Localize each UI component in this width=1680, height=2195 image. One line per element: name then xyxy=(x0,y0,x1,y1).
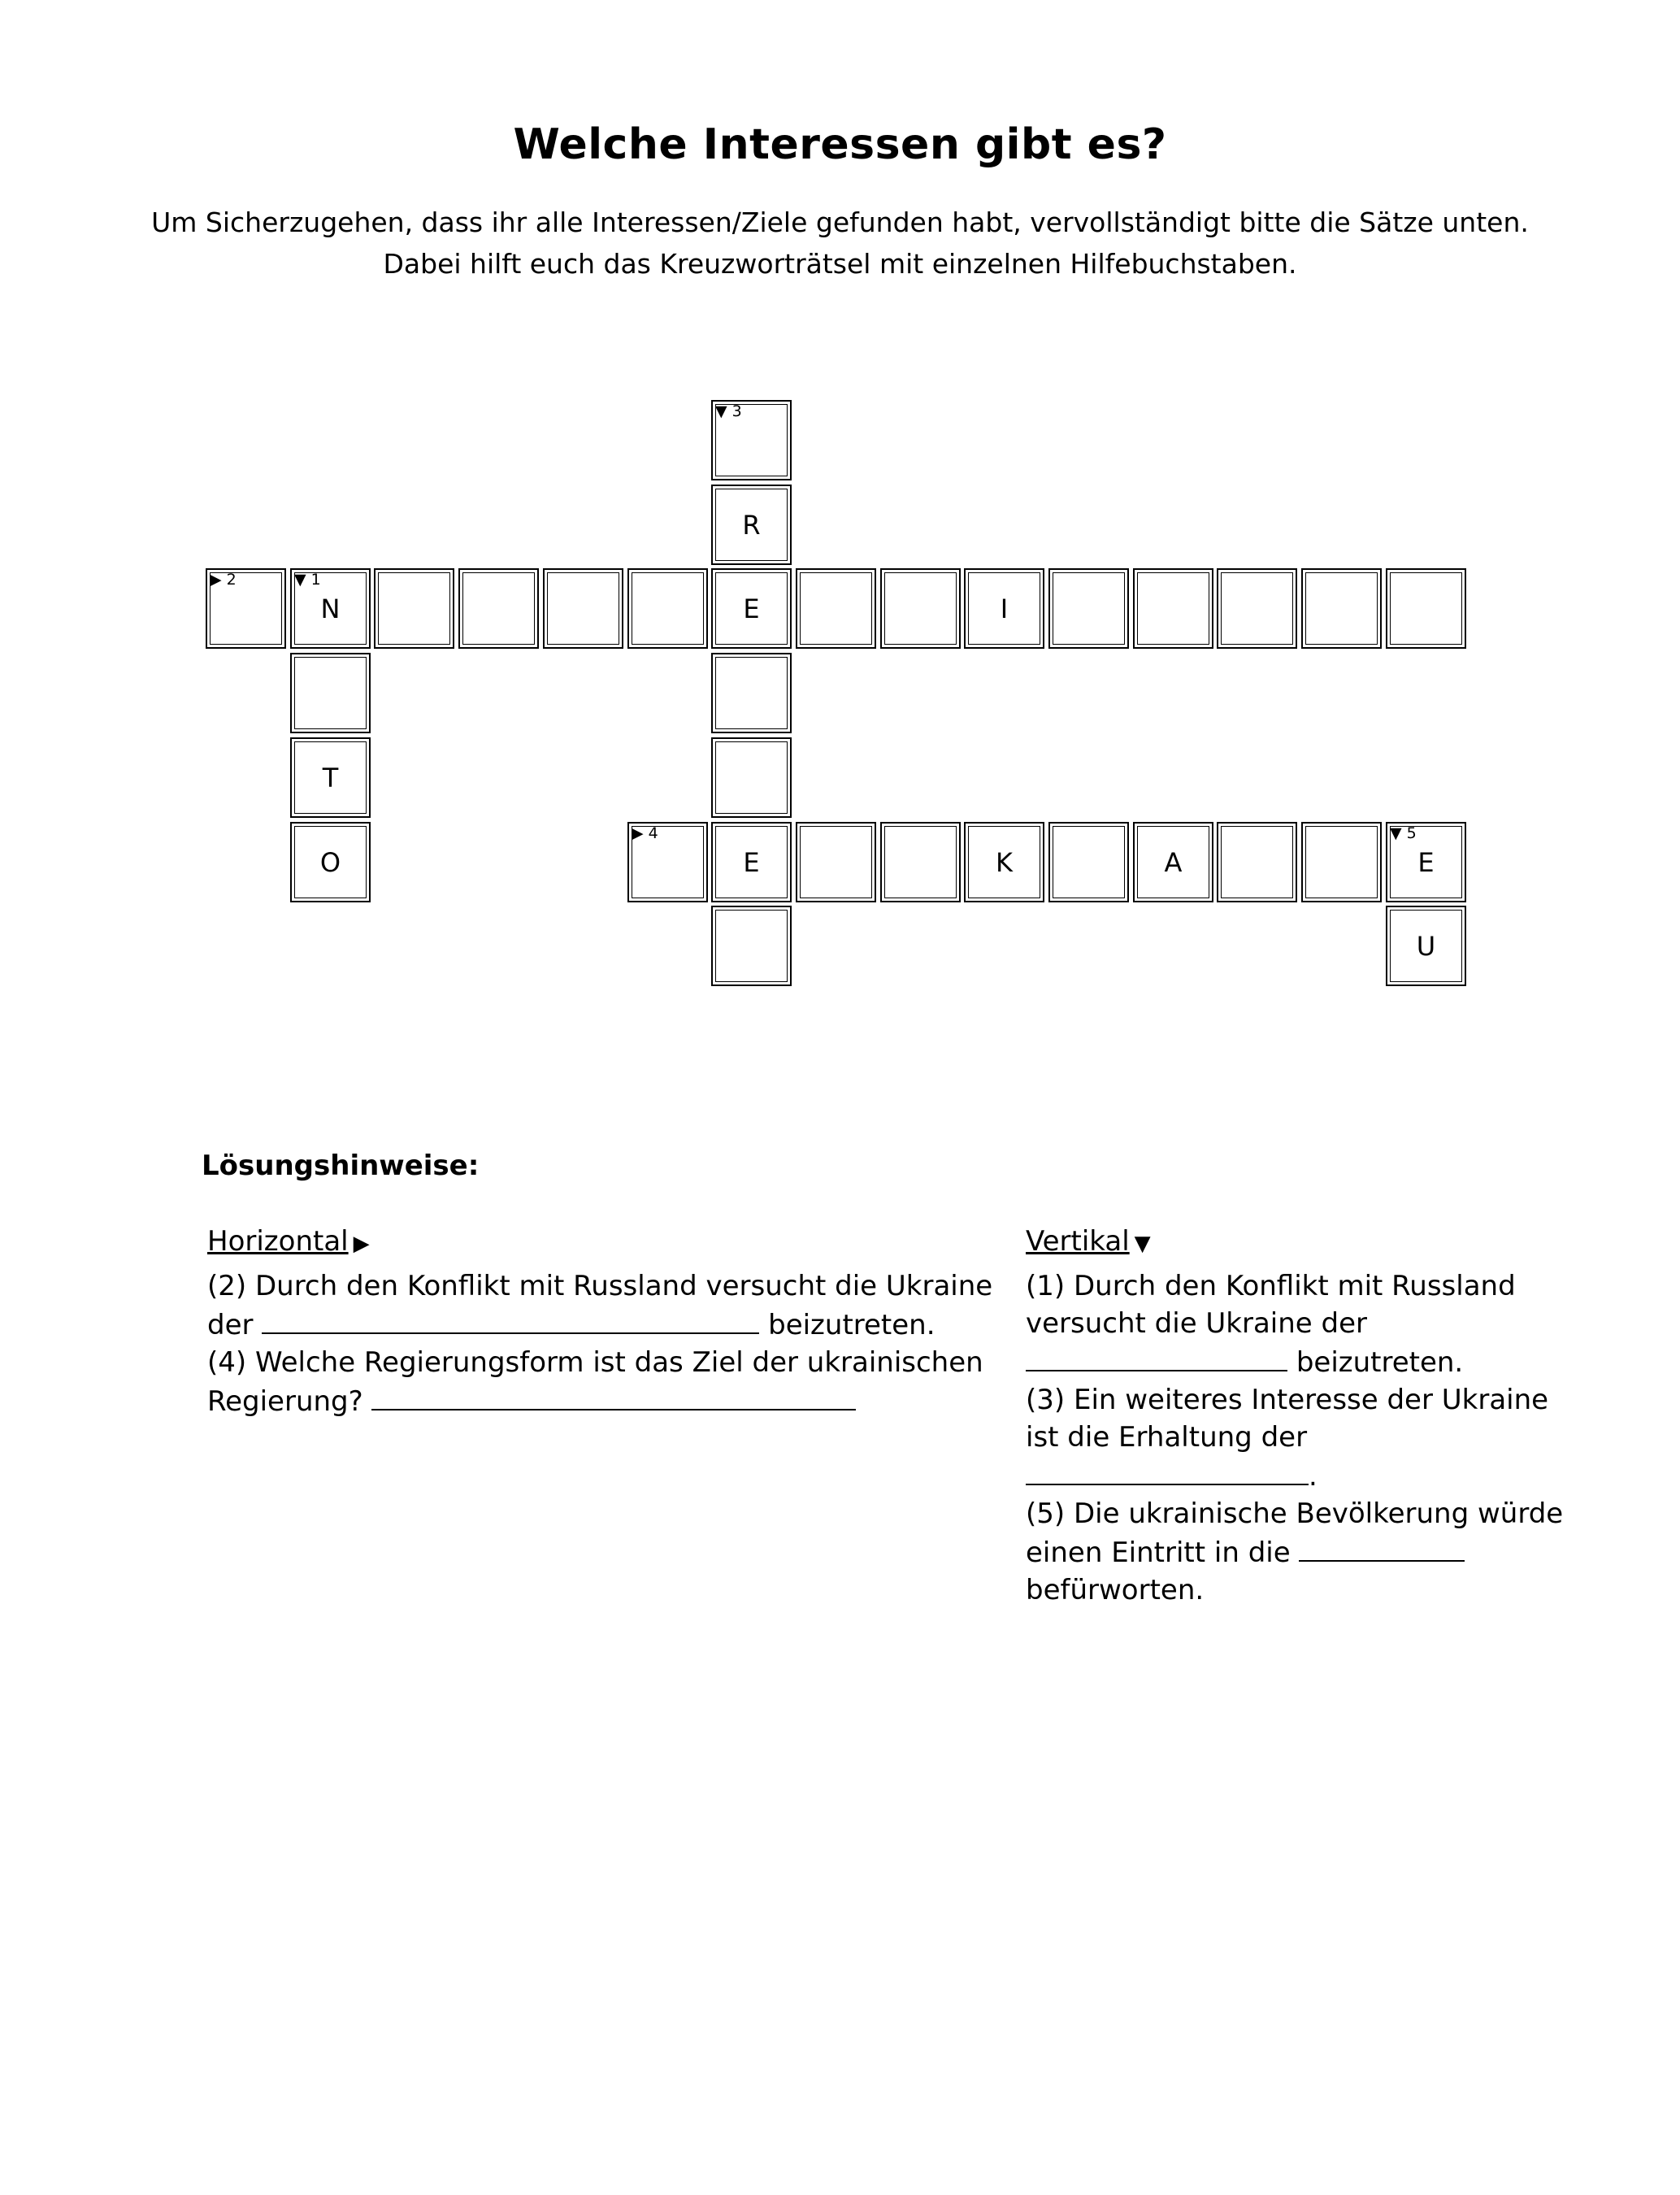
crossword-cell[interactable] xyxy=(1217,822,1297,902)
crossword-cell[interactable] xyxy=(711,822,792,902)
horizontal-heading-label: Horizontal xyxy=(207,1225,349,1258)
cell-letter: E xyxy=(1417,846,1435,878)
intro-line-1: Um Sicherzugehen, dass ihr alle Interessen/Ziele gefunden habt, vervollständigt bitte die Sätze unten. xyxy=(151,206,1529,238)
clue-2-line-2 xyxy=(207,1305,1020,1344)
page-title: Welche Interessen gibt es? xyxy=(513,120,1167,169)
crossword-cell[interactable] xyxy=(290,822,371,902)
cell-letter xyxy=(460,570,537,647)
cell-letter: I xyxy=(1000,593,1009,624)
cell-letter xyxy=(629,824,706,901)
clue-number-marker: ▼ 3 xyxy=(715,402,742,420)
cell-letter xyxy=(376,570,453,647)
crossword-cell[interactable] xyxy=(1301,822,1382,902)
crossword-cell[interactable] xyxy=(290,653,371,733)
vertical-heading xyxy=(1026,1223,1643,1263)
clue-1-line-2: versucht die Ukraine der xyxy=(1026,1307,1368,1340)
cell-letter xyxy=(207,570,284,647)
cell-letter xyxy=(1303,570,1380,647)
clue-number-marker: ▼ 5 xyxy=(1390,824,1417,842)
cell-letter xyxy=(292,654,369,732)
cell-letter xyxy=(1387,570,1465,647)
cell-letter: A xyxy=(1164,846,1183,878)
clue-4-line-2 xyxy=(207,1381,1020,1420)
cell-letter xyxy=(1303,824,1380,901)
clue-5-line-1: (5) Die ukrainische Bevölkerung würde xyxy=(1026,1497,1564,1530)
answer-blank-1[interactable] xyxy=(1026,1342,1287,1371)
cell-letter xyxy=(1218,824,1296,901)
vertical-heading-label: Vertikal xyxy=(1026,1225,1130,1258)
crossword-cell[interactable] xyxy=(1133,568,1213,649)
crossword-cell[interactable] xyxy=(880,822,961,902)
cell-letter: T xyxy=(322,762,339,793)
intro-line-2: Dabei hilft euch das Kreuzworträtsel mit einzelnen Hilfebuchstaben. xyxy=(383,248,1297,280)
crossword-cell[interactable] xyxy=(290,737,371,818)
crossword-cell[interactable] xyxy=(1301,568,1382,649)
cell-letter xyxy=(882,824,959,901)
crossword-cell[interactable] xyxy=(374,568,454,649)
clue-1-line-1: (1) Durch den Konflikt mit Russland xyxy=(1026,1270,1516,1302)
crossword-cell[interactable] xyxy=(796,822,876,902)
horizontal-heading xyxy=(207,1223,1020,1263)
cell-letter xyxy=(882,570,959,647)
cell-letter: E xyxy=(743,593,760,624)
answer-blank-5[interactable] xyxy=(1299,1532,1465,1562)
clue-2-line-1: (2) Durch den Konflikt mit Russland versucht die Ukraine xyxy=(207,1270,993,1302)
clue-4-line-1: (4) Welche Regierungsform ist das Ziel der ukrainischen xyxy=(207,1346,983,1379)
crossword-cell[interactable] xyxy=(1133,822,1213,902)
clue-5-line-3: befürworten. xyxy=(1026,1574,1205,1606)
clue-1-line-3 xyxy=(1026,1342,1643,1381)
crossword-cell[interactable] xyxy=(1048,568,1129,649)
crossword-cell[interactable] xyxy=(711,400,792,480)
crossword-cell[interactable] xyxy=(1048,822,1129,902)
clue-number-marker: ▼ 1 xyxy=(294,571,321,589)
answer-blank-2[interactable] xyxy=(262,1305,759,1334)
clue-1-suffix: beizutreten. xyxy=(1296,1346,1464,1379)
answer-blank-3[interactable] xyxy=(1026,1456,1309,1485)
answer-blank-4[interactable] xyxy=(371,1381,856,1410)
arrow-right-icon: ▶ xyxy=(353,1232,370,1256)
cell-letter xyxy=(797,824,875,901)
cell-letter: R xyxy=(742,509,761,541)
clue-2-suffix: beizutreten. xyxy=(768,1309,936,1341)
clue-3-suffix: . xyxy=(1309,1460,1318,1493)
crossword-cell[interactable] xyxy=(796,568,876,649)
arrow-down-icon: ▼ xyxy=(1134,1232,1151,1256)
cell-letter xyxy=(1050,570,1127,647)
cell-letter xyxy=(545,570,622,647)
cell-letter xyxy=(713,402,790,479)
crossword-cell[interactable] xyxy=(458,568,539,649)
cell-letter xyxy=(713,739,790,816)
crossword-cell[interactable] xyxy=(1217,568,1297,649)
crossword-cell[interactable] xyxy=(627,568,708,649)
vertical-clues xyxy=(1026,1223,1643,1609)
clue-2-prefix: der xyxy=(207,1309,254,1341)
cell-letter: N xyxy=(320,593,341,624)
horizontal-clues xyxy=(207,1223,1020,1420)
cell-letter: K xyxy=(996,846,1013,878)
clue-number-marker: ▶ 2 xyxy=(210,571,237,589)
clue-3-line-1: (3) Ein weiteres Interesse der Ukraine xyxy=(1026,1384,1549,1416)
cell-letter: O xyxy=(319,846,341,878)
clue-5-prefix: einen Eintritt in die xyxy=(1026,1536,1291,1569)
clue-3-line-3 xyxy=(1026,1456,1643,1495)
crossword-grid xyxy=(0,0,1680,1008)
crossword-cell[interactable] xyxy=(711,906,792,986)
cell-letter: U xyxy=(1416,930,1436,962)
clue-3-line-2: ist die Erhaltung der xyxy=(1026,1421,1308,1454)
crossword-cell[interactable] xyxy=(711,568,792,649)
clue-number-marker: ▶ 4 xyxy=(632,824,658,842)
crossword-cell[interactable] xyxy=(711,737,792,818)
cell-letter xyxy=(1135,570,1212,647)
crossword-cell[interactable] xyxy=(880,568,961,649)
crossword-cell[interactable] xyxy=(711,653,792,733)
cell-letter xyxy=(797,570,875,647)
crossword-cell[interactable] xyxy=(964,568,1044,649)
crossword-cell[interactable] xyxy=(711,485,792,565)
hints-title: Lösungshinweise: xyxy=(202,1150,480,1182)
cell-letter xyxy=(1218,570,1296,647)
cell-letter xyxy=(629,570,706,647)
cell-letter xyxy=(713,654,790,732)
cell-letter xyxy=(1050,824,1127,901)
clue-4-prefix: Regierung? xyxy=(207,1385,363,1418)
crossword-cell[interactable] xyxy=(290,568,371,649)
cell-letter: E xyxy=(743,846,760,878)
crossword-cell[interactable] xyxy=(1386,906,1466,986)
crossword-cell[interactable] xyxy=(543,568,623,649)
clue-5-line-2 xyxy=(1026,1532,1643,1571)
crossword-cell[interactable] xyxy=(1386,822,1466,902)
crossword-cell[interactable] xyxy=(627,822,708,902)
crossword-cell[interactable] xyxy=(1386,568,1466,649)
crossword-cell[interactable] xyxy=(206,568,286,649)
crossword-cell[interactable] xyxy=(964,822,1044,902)
cell-letter xyxy=(713,907,790,984)
